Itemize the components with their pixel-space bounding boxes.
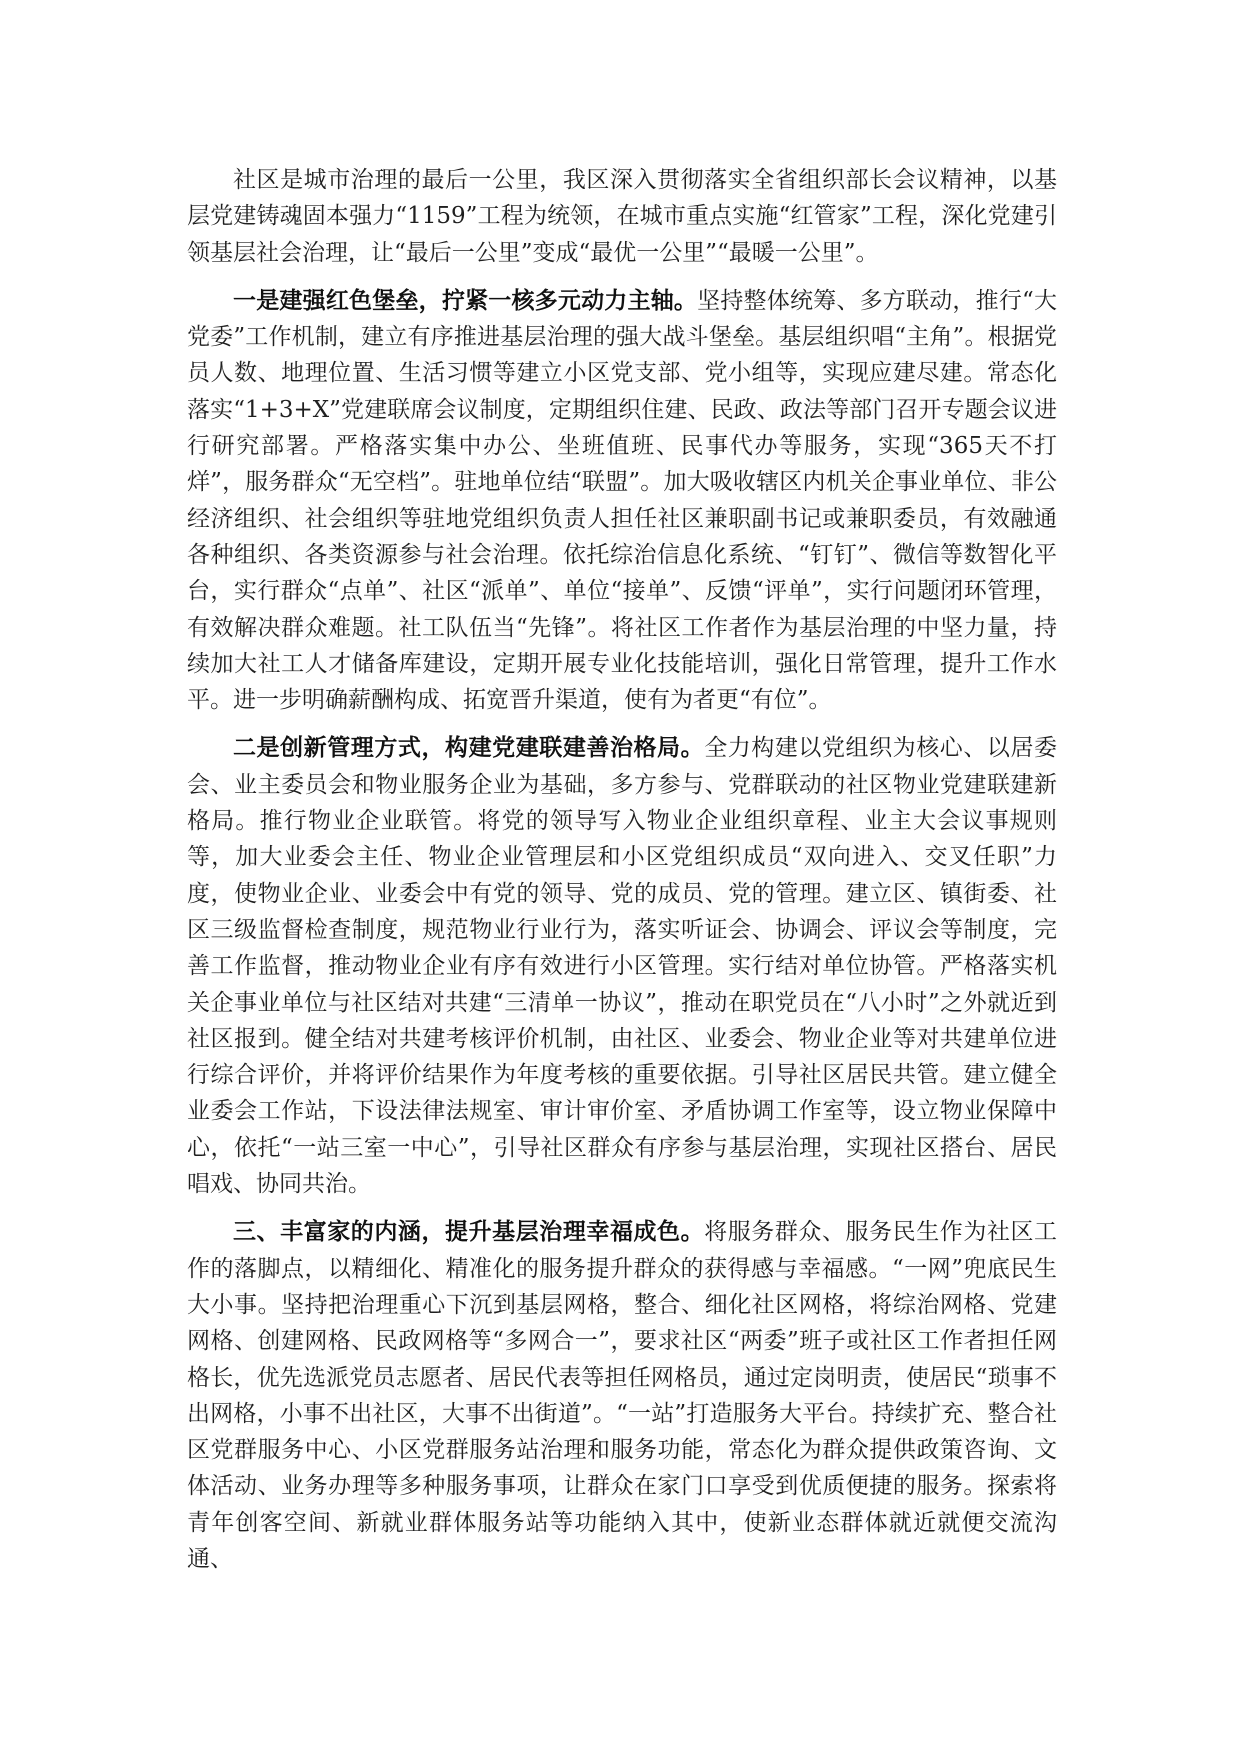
section-one-paragraph bbox=[187, 283, 1057, 719]
section-one-heading: 一是建强红色堡垒，拧紧一核多元动力主轴。 bbox=[233, 287, 698, 314]
section-two-text: 全力构建以党组织为核心、以居委会、业主委员会和物业服务企业为基础，多方参与、党群联动的社区物业党建联建新格局。推行物业企业联管。将党的领导写入物业企业组织章程、业主大会议事规则等，加大业委会主任、物业企业管理层和小区党组织成员“双向进入、交叉任职”力度，使物业企业、业委会中有党的领导、党的成员、党的管理。建立区、镇街委、社区三级监督检查制度，规范物业行业行为，落实听证会、协调会、评议会等制度，完善工作监督，推动物业企业有序有效进行小区管理。实行结对单位协管。严格落实机关企事业单位与社区结对共建“三清单一协议”，推动在职党员在“八小时”之外就近到社区报到。健全结对共建考核评价机制，由社区、业委会、物业企业等对共建单位进行综合评价，并将评价结果作为年度考核的重要依据。引导社区居民共管。建立健全业委会工作站，下设法律法规室、审计审价室、矛盾协调工作室等，设立物业保障中心，依托“一站三室一中心”，引导社区群众有序参与基层治理，实现社区搭台、居民唱戏、协同共治。 bbox=[187, 735, 1058, 1198]
intro-paragraph bbox=[187, 162, 1057, 271]
section-three-heading: 三、丰富家的内涵，提升基层治理幸福成色。 bbox=[233, 1219, 705, 1246]
intro-paragraph-text: 社区是城市治理的最后一公里，我区深入贯彻落实全省组织部长会议精神，以基层党建铸魂固本强力“1159”工程为统领，在城市重点实施“红管家”工程，深化党建引领基层社会治理，让“最后一公里”变成“最优一公里”“最暖一公里”。 bbox=[187, 167, 1057, 266]
section-three-text: 将服务群众、服务民生作为社区工作的落脚点，以精细化、精准化的服务提升群众的获得感与幸福感。“一网”兜底民生大小事。坚持把治理重心下沉到基层网格，整合、细化社区网格，将综治网格、党建网格、创建网格、民政网格等“多网合一”，要求社区“两委”班子或社区工作者担任网格长，优先选派党员志愿者、居民代表等担任网格员，通过定岗明责，使居民“琐事不出网格，小事不出社区，大事不出街道”。“一站”打造服务大平台。持续扩充、整合社区党群服务中心、小区党群服务站治理和服务功能，常态化为群众提供政策咨询、文体活动、业务办理等多种服务事项，让群众在家门口享受到优质便捷的服务。探索将青年创客空间、新就业群体服务站等功能纳入其中，使新业态群体就近就便交流沟通、 bbox=[187, 1219, 1058, 1572]
section-three-paragraph bbox=[187, 1214, 1057, 1577]
section-two-heading: 二是创新管理方式，构建党建联建善治格局。 bbox=[233, 735, 705, 762]
section-one-text: 坚持整体统筹、多方联动，推行“大党委”工作机制，建立有序推进基层治理的强大战斗堡垒。基层组织唱“主角”。根据党员人数、地理位置、生活习惯等建立小区党支部、党小组等，实现应建尽建。常态化落实“1+3+X”党建联席会议制度，定期组织住建、民政、政法等部门召开专题会议进行研究部署。严格落实集中办公、坐班值班、民事代办等服务，实现“365天不打烊”，服务群众“无空档”。驻地单位结“联盟”。加大吸收辖区内机关企事业单位、非公经济组织、社会组织等驻地党组织负责人担任社区兼职副书记或兼职委员，有效融通各种组织、各类资源参与社会治理。依托综治信息化系统、“钉钉”、微信等数智化平台，实行群众“点单”、社区“派单”、单位“接单”、反馈“评单”，实行问题闭环管理，有效解决群众难题。社工队伍当“先锋”。将社区工作者作为基层治理的中坚力量，持续加大社工人才储备库建设，定期开展专业化技能培训，强化日常管理，提升工作水平。进一步明确薪酬构成、拓宽晋升渠道，使有为者更“有位”。 bbox=[187, 287, 1057, 714]
section-two-paragraph bbox=[187, 730, 1057, 1202]
document-page bbox=[187, 162, 1057, 1589]
